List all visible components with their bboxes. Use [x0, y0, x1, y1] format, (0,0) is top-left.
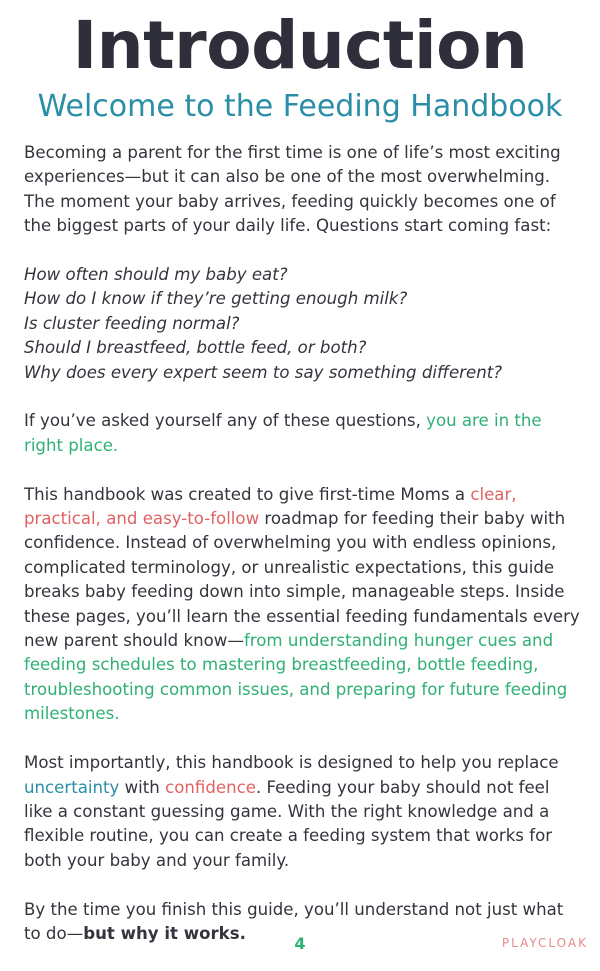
highlight-bold: but why it works. — [83, 923, 246, 943]
question-item: Is cluster feeding normal? — [24, 313, 240, 333]
paragraph-text: If you’ve asked yourself any of these questions, — [24, 411, 427, 431]
page-number: 4 — [294, 934, 306, 953]
paragraph-text: By the time you finish this guide, you’ll understand not just what to do— — [24, 899, 564, 943]
highlight-red: clear, practical, and easy-to-follow — [24, 484, 517, 529]
paragraph-text: roadmap for feeding their baby with confidence. Instead of overwhelming you with endless opinions, complicated terminology, or unrealistic expectations, this guide breaks baby feeding down into simple, manageable steps. Inside these pages, you’ll learn the essential feeding fundamentals every new parent should know— — [24, 509, 580, 651]
body-text — [24, 141, 580, 971]
paragraph-text: with — [119, 777, 166, 797]
highlight-green: from understanding hunger cues and feeding schedules to mastering breastfeeding, bottle feeding, troubleshooting common issues, and preparing for future feeding milestones. — [24, 631, 568, 724]
paragraph-text: This handbook was created to give first-time Moms a — [24, 484, 471, 504]
question-item: Why does every expert seem to say something different? — [24, 362, 503, 382]
questions-list — [24, 263, 580, 385]
question-item: How often should my baby eat? — [24, 265, 288, 285]
page-title: Introduction — [72, 7, 528, 84]
highlight-green: you are in the right place. — [24, 411, 542, 455]
paragraph-handbook-purpose — [24, 483, 580, 727]
brand-logo-text: PLAYCLOAK — [501, 936, 588, 950]
paragraph-text: . Feeding your baby should not feel like a constant guessing game. With the right knowledge and a flexible routine, you can create a feeding system that works for both your baby and your family. — [24, 777, 553, 870]
paragraph-right-place — [24, 409, 580, 458]
question-item: Should I breastfeed, bottle feed, or both? — [24, 338, 367, 358]
page-subtitle: Welcome to the Feeding Handbook — [37, 89, 563, 124]
paragraph-text: Most importantly, this handbook is designed to help you replace — [24, 753, 559, 773]
intro-paragraph: Becoming a parent for the first time is one of life’s most exciting experiences—but it can also be one of the most overwhelming. The moment your baby arrives, feeding quickly becomes one of the biggest parts of your daily life. Questions start coming fast: — [24, 143, 561, 236]
question-item: How do I know if they’re getting enough milk? — [24, 289, 408, 309]
highlight-teal: uncertainty — [24, 777, 120, 797]
highlight-red: confidence — [165, 777, 256, 797]
paragraph-confidence — [24, 751, 580, 873]
